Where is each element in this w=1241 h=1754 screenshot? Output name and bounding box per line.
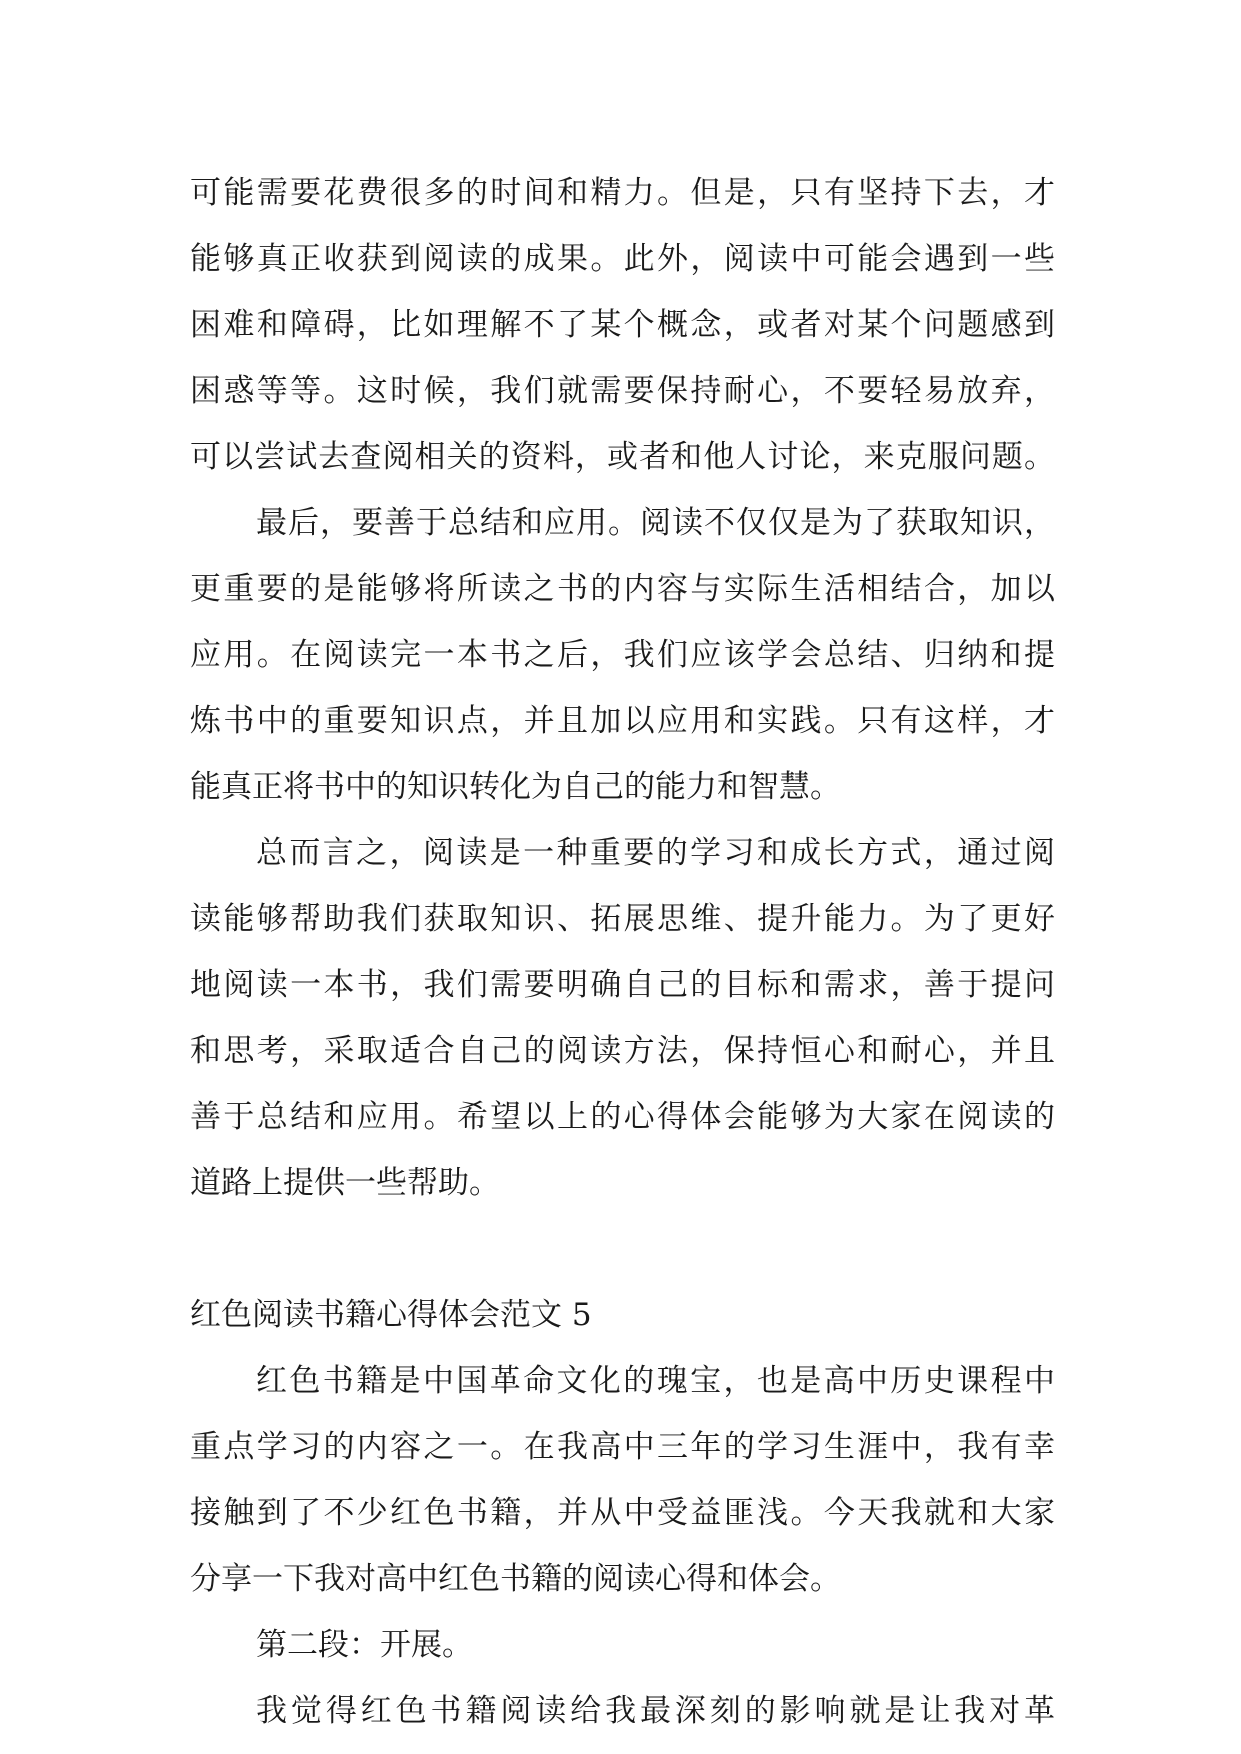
text-line: 困惑等等。这时候，我们就需要保持耐心，不要轻易放弃， bbox=[190, 373, 1055, 409]
paragraph-first-line: 总而言之，阅读是一种重要的学习和成长方式，通过阅 bbox=[256, 835, 1055, 871]
paragraph-first-line: 我觉得红色书籍阅读给我最深刻的影响就是让我对革 bbox=[256, 1693, 1055, 1729]
text-line: 接触到了不少红色书籍，并从中受益匪浅。今天我就和大家 bbox=[190, 1495, 1055, 1531]
text-line: 和思考，采取适合自己的阅读方法，保持恒心和耐心，并且 bbox=[190, 1033, 1055, 1069]
section-spacer bbox=[190, 1216, 1055, 1282]
text-line: 可能需要花费很多的时间和精力。但是，只有坚持下去，才 bbox=[190, 175, 1055, 211]
text-line: 重点学习的内容之一。在我高中三年的学习生涯中，我有幸 bbox=[190, 1429, 1055, 1465]
paragraph-first-line: 红色书籍是中国革命文化的瑰宝，也是高中历史课程中 bbox=[256, 1363, 1055, 1399]
text-line: 地阅读一本书，我们需要明确自己的目标和需求，善于提问 bbox=[190, 967, 1055, 1003]
document-body bbox=[190, 160, 1055, 1744]
section-title: 红色阅读书籍心得体会范文 5 bbox=[190, 1297, 592, 1333]
text-line: 炼书中的重要知识点，并且加以应用和实践。只有这样，才 bbox=[190, 703, 1055, 739]
text-line: 可以尝试去查阅相关的资料，或者和他人讨论，来克服问题。 bbox=[190, 439, 1055, 475]
text-line: 能够真正收获到阅读的成果。此外，阅读中可能会遇到一些 bbox=[190, 241, 1055, 277]
text-line: 读能够帮助我们获取知识、拓展思维、提升能力。为了更好 bbox=[190, 901, 1055, 937]
text-line: 能真正将书中的知识转化为自己的能力和智慧。 bbox=[190, 769, 841, 805]
text-line: 更重要的是能够将所读之书的内容与实际生活相结合，加以 bbox=[190, 571, 1055, 607]
text-line: 应用。在阅读完一本书之后，我们应该学会总结、归纳和提 bbox=[190, 637, 1055, 673]
paragraph-first-line: 第二段：开展。 bbox=[256, 1627, 473, 1663]
text-line: 分享一下我对高中红色书籍的阅读心得和体会。 bbox=[190, 1561, 841, 1597]
text-line: 困难和障碍，比如理解不了某个概念，或者对某个问题感到 bbox=[190, 307, 1055, 343]
paragraph-first-line: 最后，要善于总结和应用。阅读不仅仅是为了获取知识， bbox=[256, 505, 1055, 541]
text-line: 善于总结和应用。希望以上的心得体会能够为大家在阅读的 bbox=[190, 1099, 1055, 1135]
text-line: 道路上提供一些帮助。 bbox=[190, 1165, 500, 1201]
